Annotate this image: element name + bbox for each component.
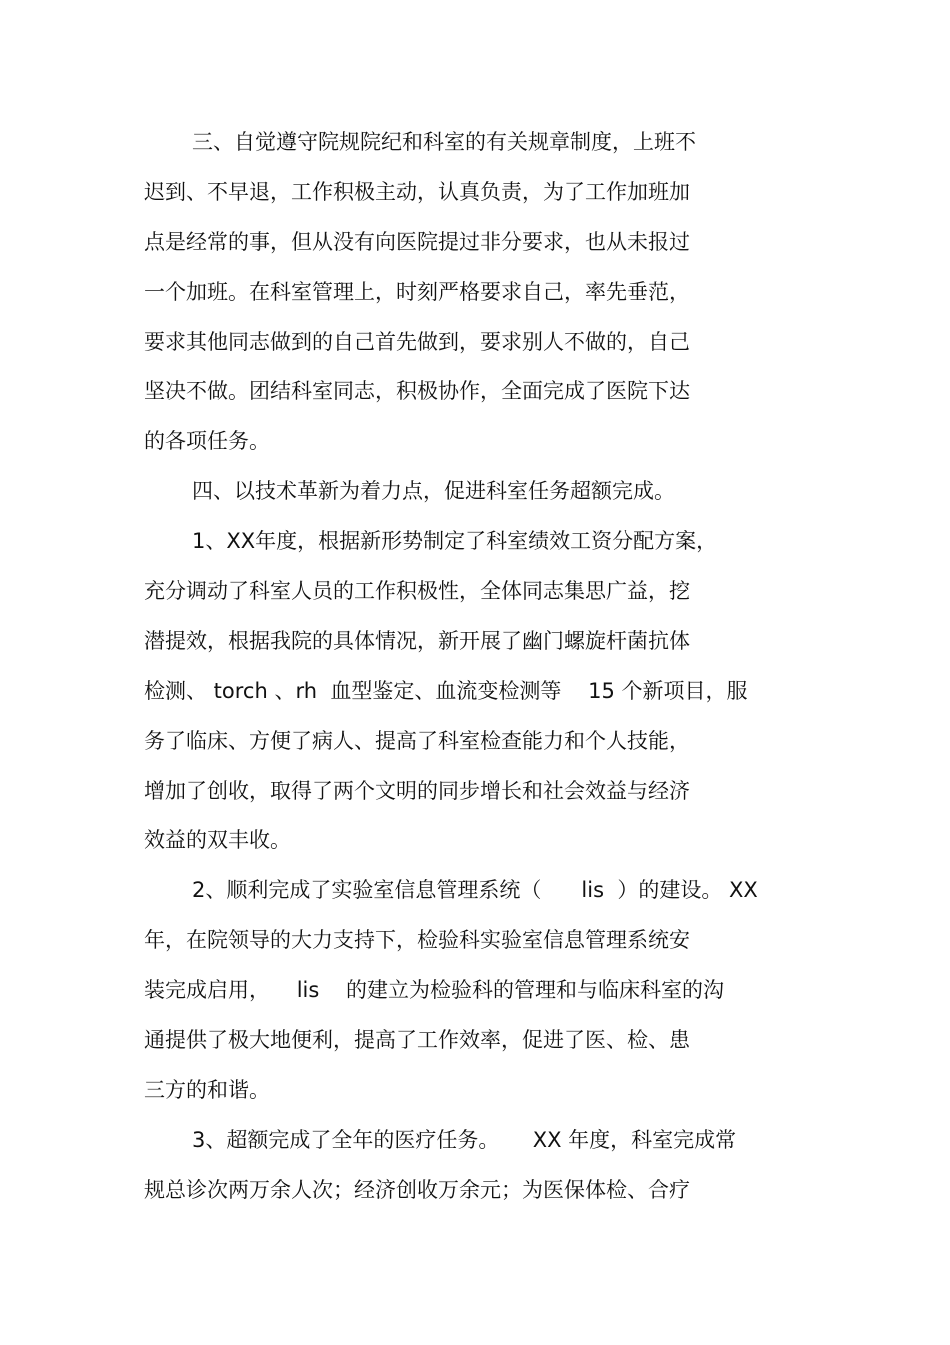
text-line: 规总诊次两万余人次；经济创收万余元；为医保体检、合疗 <box>144 1178 690 1202</box>
section-heading: 四、以技术革新为着力点，促进科室任务超额完成。 <box>192 479 675 503</box>
text-line: 1、XX年度，根据新形势制定了科室绩效工资分配方案， <box>192 529 718 553</box>
text-line: 增加了创收，取得了两个文明的同步增长和社会效益与经济 <box>144 779 690 803</box>
text-line: 检测、 torch 、rh 血型鉴定、血流变检测等 15 个新项目，服 <box>144 679 748 703</box>
text-line: 坚决不做。团结科室同志，积极协作，全面完成了医院下达 <box>144 379 690 403</box>
text-line: 的各项任务。 <box>144 429 270 453</box>
text-line: 三方的和谐。 <box>144 1078 270 1102</box>
text-line: 效益的双丰收。 <box>144 828 291 852</box>
text-line: 充分调动了科室人员的工作积极性，全体同志集思广益，挖 <box>144 579 690 603</box>
text-line: 务了临床、方便了病人、提高了科室检查能力和个人技能， <box>144 729 690 753</box>
text-line: 装完成启用， lis 的建立为检验科的管理和与临床科室的沟 <box>144 978 725 1002</box>
text-line: 点是经常的事，但从没有向医院提过非分要求，也从未报过 <box>144 230 690 254</box>
text-line: 一个加班。在科室管理上，时刻严格要求自己，率先垂范， <box>144 280 690 304</box>
text-line: 年，在院领导的大力支持下，检验科实验室信息管理系统安 <box>144 928 690 952</box>
text-line: 迟到、不早退，工作积极主动，认真负责，为了工作加班加 <box>144 180 690 204</box>
text-line: 通提供了极大地便利，提高了工作效率，促进了医、检、患 <box>144 1028 690 1052</box>
text-line: 2、顺利完成了实验室信息管理系统（ lis ）的建设。 XX <box>192 878 758 902</box>
text-line: 要求其他同志做到的自己首先做到，要求别人不做的，自己 <box>144 330 690 354</box>
text-line: 三、自觉遵守院规院纪和科室的有关规章制度，上班不 <box>192 130 696 154</box>
text-line: 3、超额完成了全年的医疗任务。 XX 年度，科室完成常 <box>192 1128 737 1152</box>
text-line: 潜提效，根据我院的具体情况，新开展了幽门螺旋杆菌抗体 <box>144 629 690 653</box>
